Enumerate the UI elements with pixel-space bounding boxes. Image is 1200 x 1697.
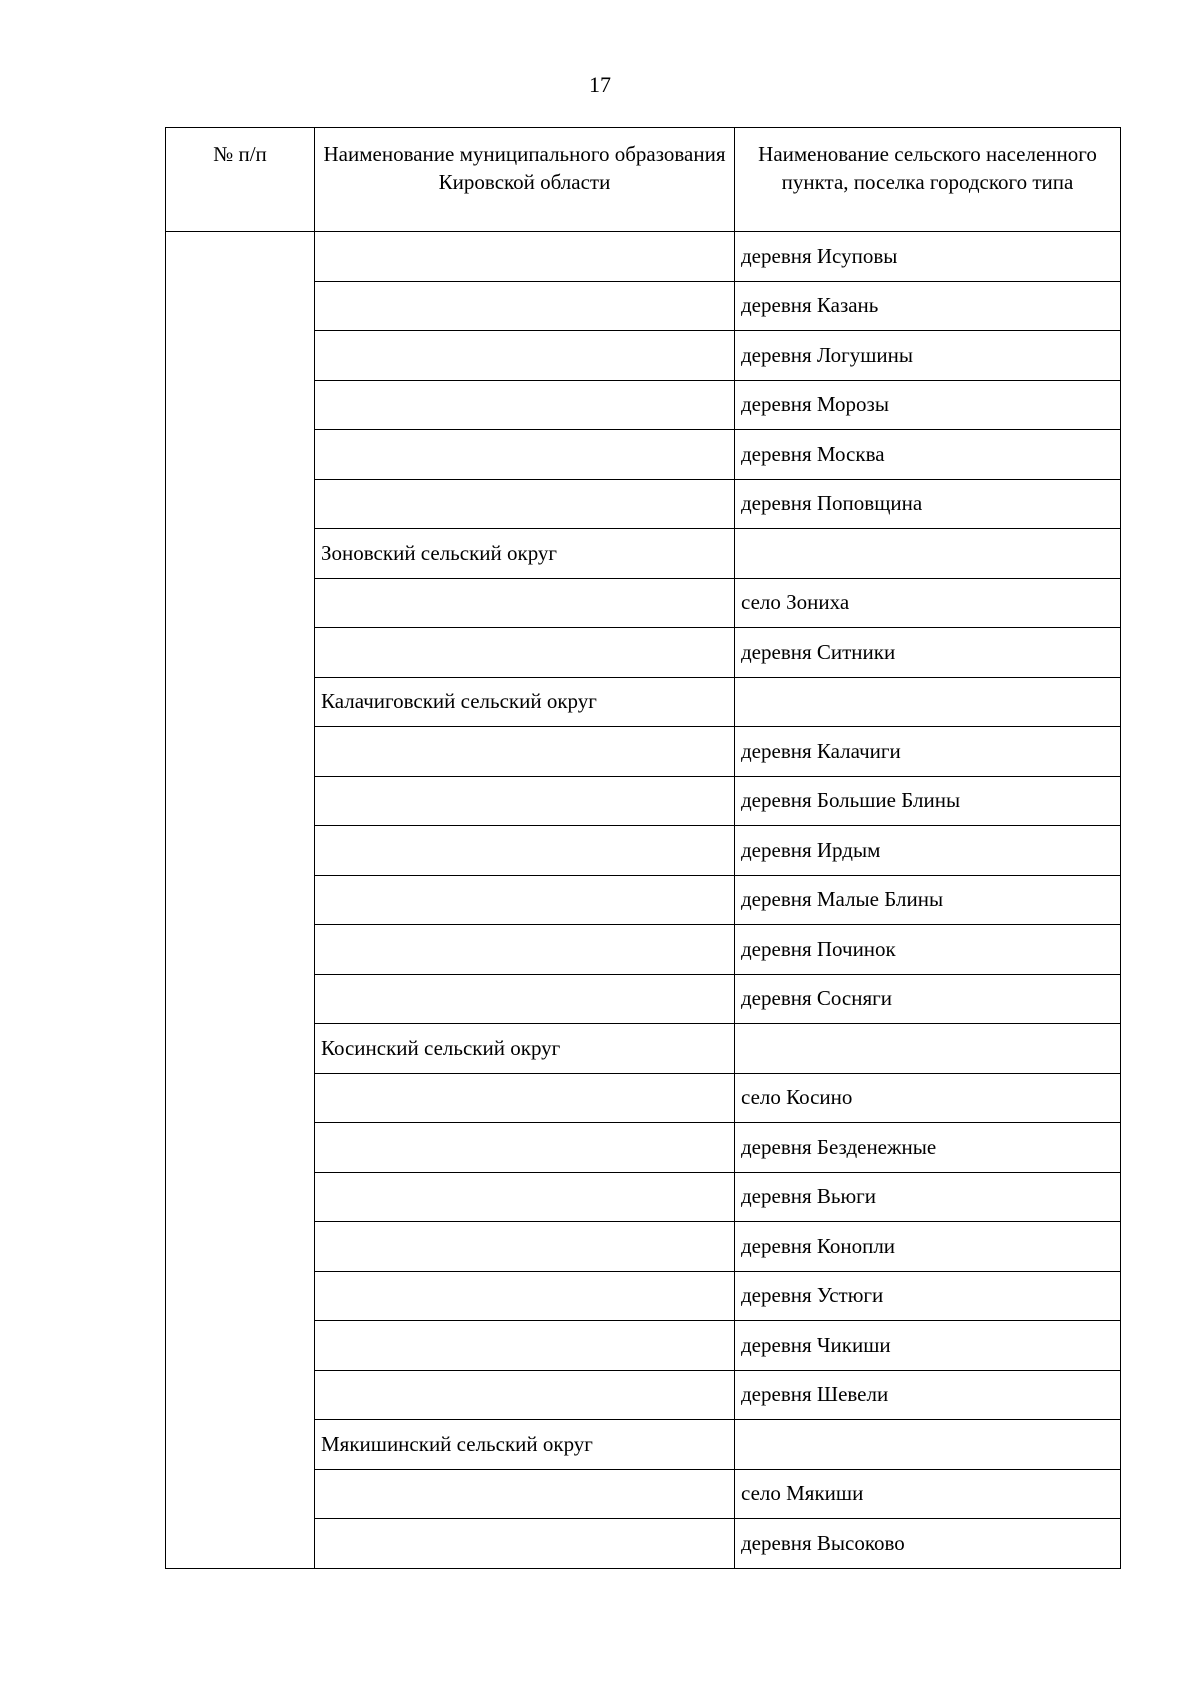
settlement-cell: деревня Безденежные <box>735 1123 1121 1173</box>
settlement-cell <box>735 529 1121 579</box>
settlement-cell: деревня Устюги <box>735 1271 1121 1321</box>
municipality-cell: Калачиговский сельский округ <box>315 677 735 727</box>
settlement-cell: деревня Исуповы <box>735 232 1121 282</box>
municipality-cell <box>315 1172 735 1222</box>
table-header <box>166 128 1121 232</box>
municipality-cell <box>315 1073 735 1123</box>
municipality-cell: Косинский сельский округ <box>315 1024 735 1074</box>
settlement-cell: деревня Чикиши <box>735 1321 1121 1371</box>
settlement-cell: деревня Большие Блины <box>735 776 1121 826</box>
settlement-cell <box>735 677 1121 727</box>
number-cell <box>166 232 315 1569</box>
header-settlement: Наименование сельского населенного пункта, поселка городского типа <box>735 128 1121 232</box>
settlement-cell: село Мякиши <box>735 1469 1121 1519</box>
municipality-cell <box>315 925 735 975</box>
settlement-cell <box>735 1024 1121 1074</box>
municipality-cell: Зоновский сельский округ <box>315 529 735 579</box>
municipality-cell: Мякишинский сельский округ <box>315 1420 735 1470</box>
municipality-cell <box>315 727 735 777</box>
municipality-cell <box>315 380 735 430</box>
municipality-cell <box>315 430 735 480</box>
municipality-cell <box>315 1123 735 1173</box>
municipality-cell <box>315 1271 735 1321</box>
municipality-cell <box>315 1321 735 1371</box>
settlement-cell: деревня Поповщина <box>735 479 1121 529</box>
settlement-cell: деревня Шевели <box>735 1370 1121 1420</box>
municipality-cell <box>315 281 735 331</box>
municipality-cell <box>315 1222 735 1272</box>
municipality-cell <box>315 578 735 628</box>
settlement-cell: деревня Починок <box>735 925 1121 975</box>
municipality-cell <box>315 826 735 876</box>
municipality-cell <box>315 776 735 826</box>
municipality-cell <box>315 479 735 529</box>
municipality-cell <box>315 875 735 925</box>
municipality-cell <box>315 1469 735 1519</box>
settlement-cell: деревня Логушины <box>735 331 1121 381</box>
header-municipality: Наименование муниципального образования Кировской области <box>315 128 735 232</box>
municipality-cell <box>315 1370 735 1420</box>
settlement-cell: село Косино <box>735 1073 1121 1123</box>
table-row <box>166 232 1121 282</box>
settlement-cell: деревня Высоково <box>735 1519 1121 1569</box>
settlement-cell: деревня Сосняги <box>735 974 1121 1024</box>
settlement-cell: деревня Морозы <box>735 380 1121 430</box>
settlements-table <box>165 127 1121 1569</box>
settlement-cell: деревня Москва <box>735 430 1121 480</box>
settlement-cell: село Зониха <box>735 578 1121 628</box>
settlement-cell: деревня Калачиги <box>735 727 1121 777</box>
municipality-cell <box>315 232 735 282</box>
settlement-cell: деревня Казань <box>735 281 1121 331</box>
table-body <box>166 232 1121 1569</box>
settlement-cell <box>735 1420 1121 1470</box>
settlement-cell: деревня Ирдым <box>735 826 1121 876</box>
settlement-cell: деревня Вьюги <box>735 1172 1121 1222</box>
settlement-cell: деревня Ситники <box>735 628 1121 678</box>
header-row <box>166 128 1121 232</box>
municipality-cell <box>315 974 735 1024</box>
settlement-cell: деревня Конопли <box>735 1222 1121 1272</box>
page-number: 17 <box>589 72 611 97</box>
settlement-cell: деревня Малые Блины <box>735 875 1121 925</box>
header-number: № п/п <box>166 128 315 232</box>
municipality-cell <box>315 1519 735 1569</box>
municipality-cell <box>315 331 735 381</box>
municipality-cell <box>315 628 735 678</box>
